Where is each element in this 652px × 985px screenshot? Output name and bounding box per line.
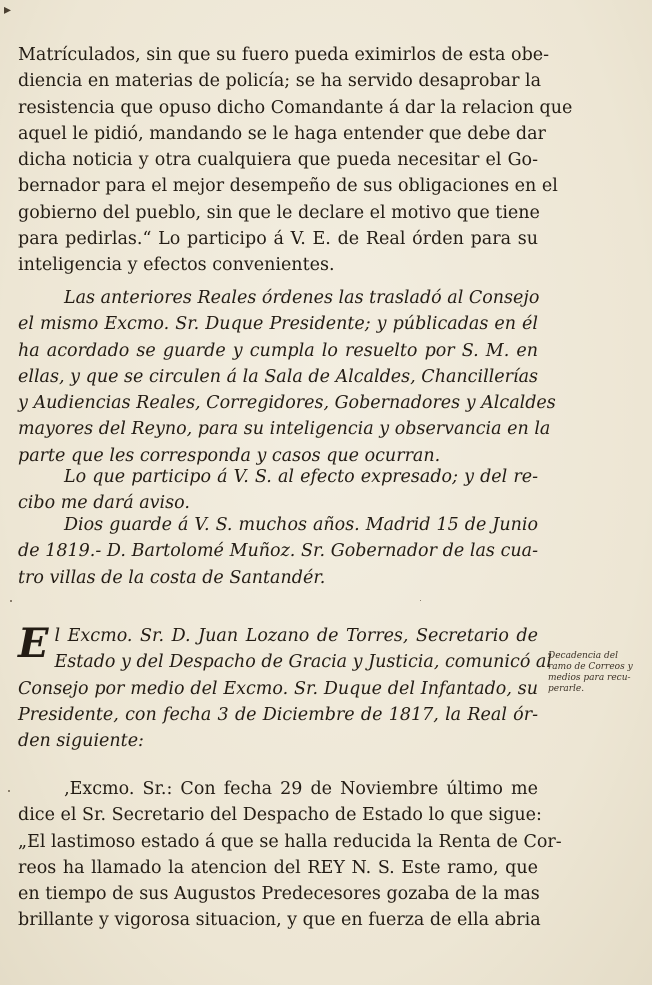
text-line: Las anteriores Reales órdenes las trasladó al Consejo [64, 288, 540, 308]
text-line: dice el Sr. Secretario del Despacho de Estado lo que sigue: [18, 805, 542, 826]
text-line: resistencia que opuso dicho Comandante á dar la relacion que [18, 97, 573, 118]
paper-speck [420, 600, 421, 601]
paper-speck [8, 790, 10, 792]
text-line: Dios guarde á V. S. muchos años. Madrid 15 de Junio [64, 515, 538, 535]
text-line: „El lastimoso estado á que se halla reducida la Renta de Cor- [18, 831, 562, 852]
marginal-note-line: perarle. [548, 684, 585, 694]
text-line: ‚Excmo. Sr.: Con fecha 29 de Noviembre último me [64, 779, 538, 799]
text-line: tro villas de la costa de Santandér. [18, 567, 326, 588]
marginal-note-line: medios para recu- [548, 673, 631, 683]
text-line: para pedirlas.“ Lo participo á V. E. de Real órden para su [18, 229, 538, 250]
paragraph-reales-ordenes [18, 285, 556, 469]
text-line: ha acordado se guarde y cumpla lo resuelto por S. M. en [18, 340, 538, 361]
drop-cap: E [18, 620, 49, 667]
text-line: brillante y vigorosa situacion, y que en fuerza de ella abria [18, 910, 541, 931]
paragraph-matriculados [18, 42, 573, 279]
text-line: dicha noticia y otra cualquiera que pueda necesitar el Go- [18, 150, 538, 171]
text-line: de 1819.- D. Bartolomé Muñoz. Sr. Gobernador de las cua- [18, 541, 538, 562]
text-line: reos ha llamado la atencion del REY N. S. Este ramo, que [18, 857, 538, 878]
text-line: parte que les corresponda y casos que ocurran. [18, 445, 441, 466]
text-line: Lo que participo á V. S. al efecto expresado; y del re- [64, 467, 538, 487]
text-line: cibo me dará aviso. [18, 493, 190, 514]
text-line: Consejo por medio del Excmo. Sr. Duque del Infantado, su [18, 678, 538, 699]
text-line: den siguiente: [18, 731, 144, 752]
paragraph-lozano-de-torres [18, 620, 552, 754]
text-line: Matrículados, sin que su fuero pueda eximirlos de esta obe- [18, 45, 550, 65]
text-line: Presidente, con fecha 3 de Diciembre de 1817, la Real ór- [18, 704, 538, 725]
marginal-note [548, 651, 646, 695]
text-line: ellas, y que se circulen á la Sala de Alcaldes, Chancillerías [18, 366, 538, 387]
text-line: bernador para el mejor desempeño de sus obligaciones en el [18, 176, 558, 197]
text-line: el mismo Excmo. Sr. Duque Presidente; y públicadas en él [18, 314, 538, 335]
text-line: l Excmo. Sr. D. Juan Lozano de Torres, Secretario de [54, 626, 538, 646]
text-line: diencia en materias de policía; se ha servido desaprobar la [18, 71, 542, 92]
corner-mark: ▸ [4, 2, 12, 18]
text-line: mayores del Reyno, para su inteligencia y observancia en la [18, 419, 551, 440]
paper-speck [10, 600, 12, 602]
text-line: inteligencia y efectos convenientes. [18, 255, 335, 276]
marginal-note-line: Decadencia del [548, 651, 618, 661]
paragraph-correos [18, 776, 562, 934]
paragraph-participo [18, 464, 538, 517]
text-line: y Audiencias Reales, Corregidores, Gobernadores y Alcaldes [18, 393, 556, 414]
text-line: gobierno del pueblo, sin que le declare el motivo que tiene [18, 202, 540, 223]
text-line: Estado y del Despacho de Gracia y Justicia, comunicó al [54, 652, 552, 673]
text-line: en tiempo de sus Augustos Predecesores gozaba de la mas [18, 884, 540, 905]
paragraph-signature [18, 512, 538, 591]
marginal-note-line: ramo de Correos y [548, 662, 633, 672]
text-line: aquel le pidió, mandando se le haga entender que debe dar [18, 123, 546, 144]
